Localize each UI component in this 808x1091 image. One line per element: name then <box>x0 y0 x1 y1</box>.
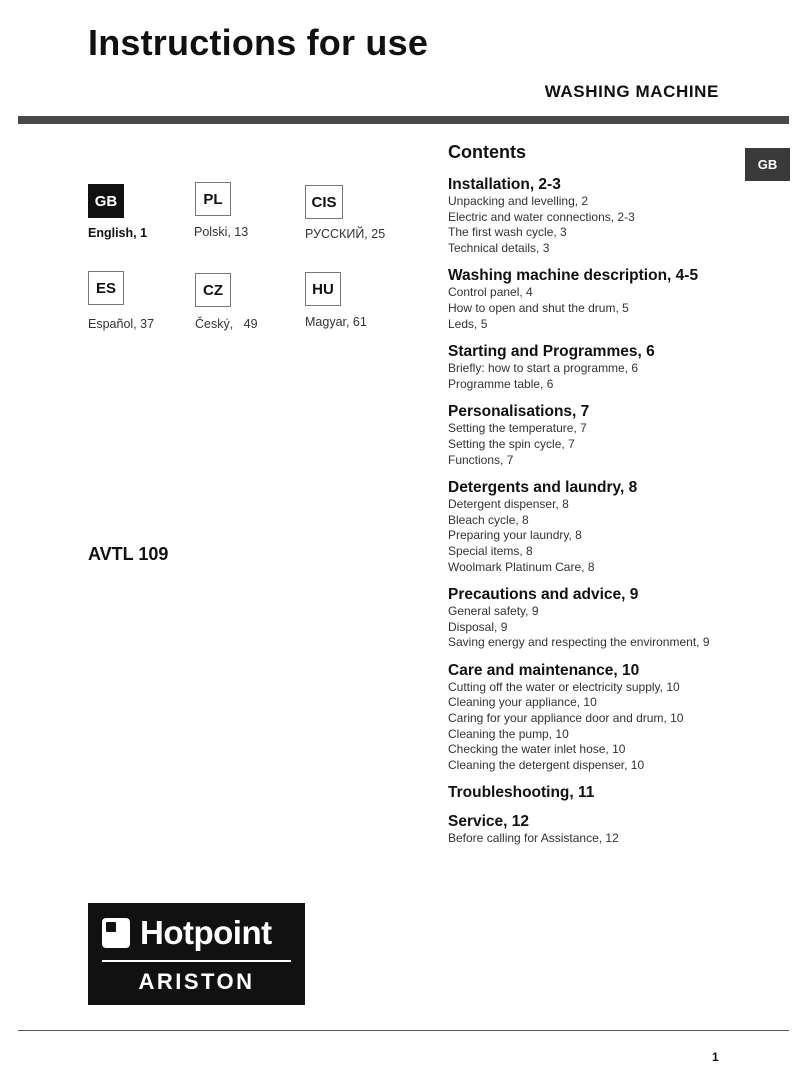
language-label-cz: Český, 49 <box>195 317 258 331</box>
contents-heading: Contents <box>448 142 526 162</box>
toc-item[interactable]: Functions, 7 <box>448 452 514 467</box>
toc-section-title[interactable]: Installation, 2-3 <box>448 176 561 193</box>
toc-item[interactable]: Special items, 8 <box>448 543 533 558</box>
toc-section <box>448 266 748 332</box>
toc-item[interactable]: Cleaning the detergent dispenser, 10 <box>448 757 645 772</box>
language-label-pl: Polski, 13 <box>194 225 249 239</box>
toc-item[interactable]: Before calling for Assistance, 12 <box>448 831 619 846</box>
toc-section <box>448 812 748 847</box>
toc-item[interactable]: Briefly: how to start a programme, 6 <box>448 361 639 376</box>
footer-rule <box>18 1030 789 1031</box>
toc-item[interactable]: Caring for your appliance door and drum, 10 <box>448 711 684 726</box>
toc-item[interactable]: Checking the water inlet hose, 10 <box>448 742 626 757</box>
toc-item[interactable]: Preparing your laundry, 8 <box>448 528 582 543</box>
toc-section <box>448 783 748 802</box>
toc-section-title[interactable]: Washing machine description, 4-5 <box>448 267 699 285</box>
toc-item[interactable]: Saving energy and respecting the environment, 9 <box>448 635 710 650</box>
toc-item[interactable]: Unpacking and levelling, 2 <box>448 194 589 208</box>
language-label-es: Español, 37 <box>88 317 155 331</box>
toc-item[interactable]: Cutting off the water or electricity supply, 10 <box>448 679 680 694</box>
language-box-cis[interactable]: CIS <box>305 185 343 219</box>
toc-section-title[interactable]: Starting and Programmes, 6 <box>448 343 655 361</box>
header-rule <box>18 116 789 124</box>
toc-item[interactable]: Technical details, 3 <box>448 240 550 255</box>
toc-item[interactable]: Detergent dispenser, 8 <box>448 497 569 512</box>
language-box-hu[interactable]: HU <box>305 272 341 306</box>
toc-section-title[interactable]: Detergents and laundry, 8 <box>448 479 638 497</box>
toc-section <box>448 402 748 468</box>
toc-section-title[interactable]: Care and maintenance, 10 <box>448 661 640 679</box>
toc-item[interactable]: Programme table, 6 <box>448 376 554 391</box>
toc-item[interactable]: The first wash cycle, 3 <box>448 225 567 240</box>
toc-item[interactable]: Woolmark Platinum Care, 8 <box>448 559 595 574</box>
toc-section <box>448 661 748 774</box>
toc-item[interactable]: Control panel, 4 <box>448 285 533 300</box>
toc-item[interactable]: Setting the spin cycle, 7 <box>448 436 575 451</box>
toc-section-title[interactable]: Precautions and advice, 9 <box>448 586 639 604</box>
toc-item[interactable]: How to open and shut the drum, 5 <box>448 300 629 315</box>
toc-item[interactable]: Disposal, 9 <box>448 619 508 634</box>
brand-name: Hotpoint <box>140 914 272 951</box>
toc-section-title[interactable]: Personalisations, 7 <box>448 403 590 421</box>
model-name: AVTL 109 <box>88 544 169 564</box>
brand-logo <box>88 903 305 1005</box>
page-subtitle: WASHING MACHINE <box>544 82 719 101</box>
brand-mark-icon <box>102 918 130 948</box>
toc-section <box>448 175 748 256</box>
toc-item[interactable]: Bleach cycle, 8 <box>448 512 529 527</box>
language-box-cz[interactable]: CZ <box>195 273 231 307</box>
toc-section-title[interactable]: Troubleshooting, 11 <box>448 784 595 802</box>
toc-section <box>448 342 748 392</box>
language-side-tab: GB <box>745 148 790 181</box>
toc-item[interactable]: Cleaning the pump, 10 <box>448 726 569 741</box>
language-label-cis: РУССКИЙ, 25 <box>305 227 386 241</box>
toc-item[interactable]: Cleaning your appliance, 10 <box>448 695 597 710</box>
language-box-pl[interactable]: PL <box>195 182 231 216</box>
language-label-gb: English, 1 <box>88 226 148 240</box>
logo-divider <box>102 960 291 962</box>
brand-subname: ARISTON <box>138 969 255 994</box>
page-title: Instructions for use <box>88 22 429 63</box>
toc-item[interactable]: Setting the temperature, 7 <box>448 421 587 436</box>
language-box-es[interactable]: ES <box>88 271 124 305</box>
table-of-contents <box>448 142 748 857</box>
toc-item[interactable]: Leds, 5 <box>448 316 488 331</box>
language-label-hu: Magyar, 61 <box>305 315 367 329</box>
toc-section-title[interactable]: Service, 12 <box>448 813 530 831</box>
toc-item[interactable]: General safety, 9 <box>448 604 539 619</box>
language-box-gb[interactable]: GB <box>88 184 124 218</box>
toc-section <box>448 478 748 575</box>
page-number: 1 <box>712 1050 719 1064</box>
toc-item[interactable]: Electric and water connections, 2-3 <box>448 209 635 224</box>
toc-section <box>448 585 748 651</box>
